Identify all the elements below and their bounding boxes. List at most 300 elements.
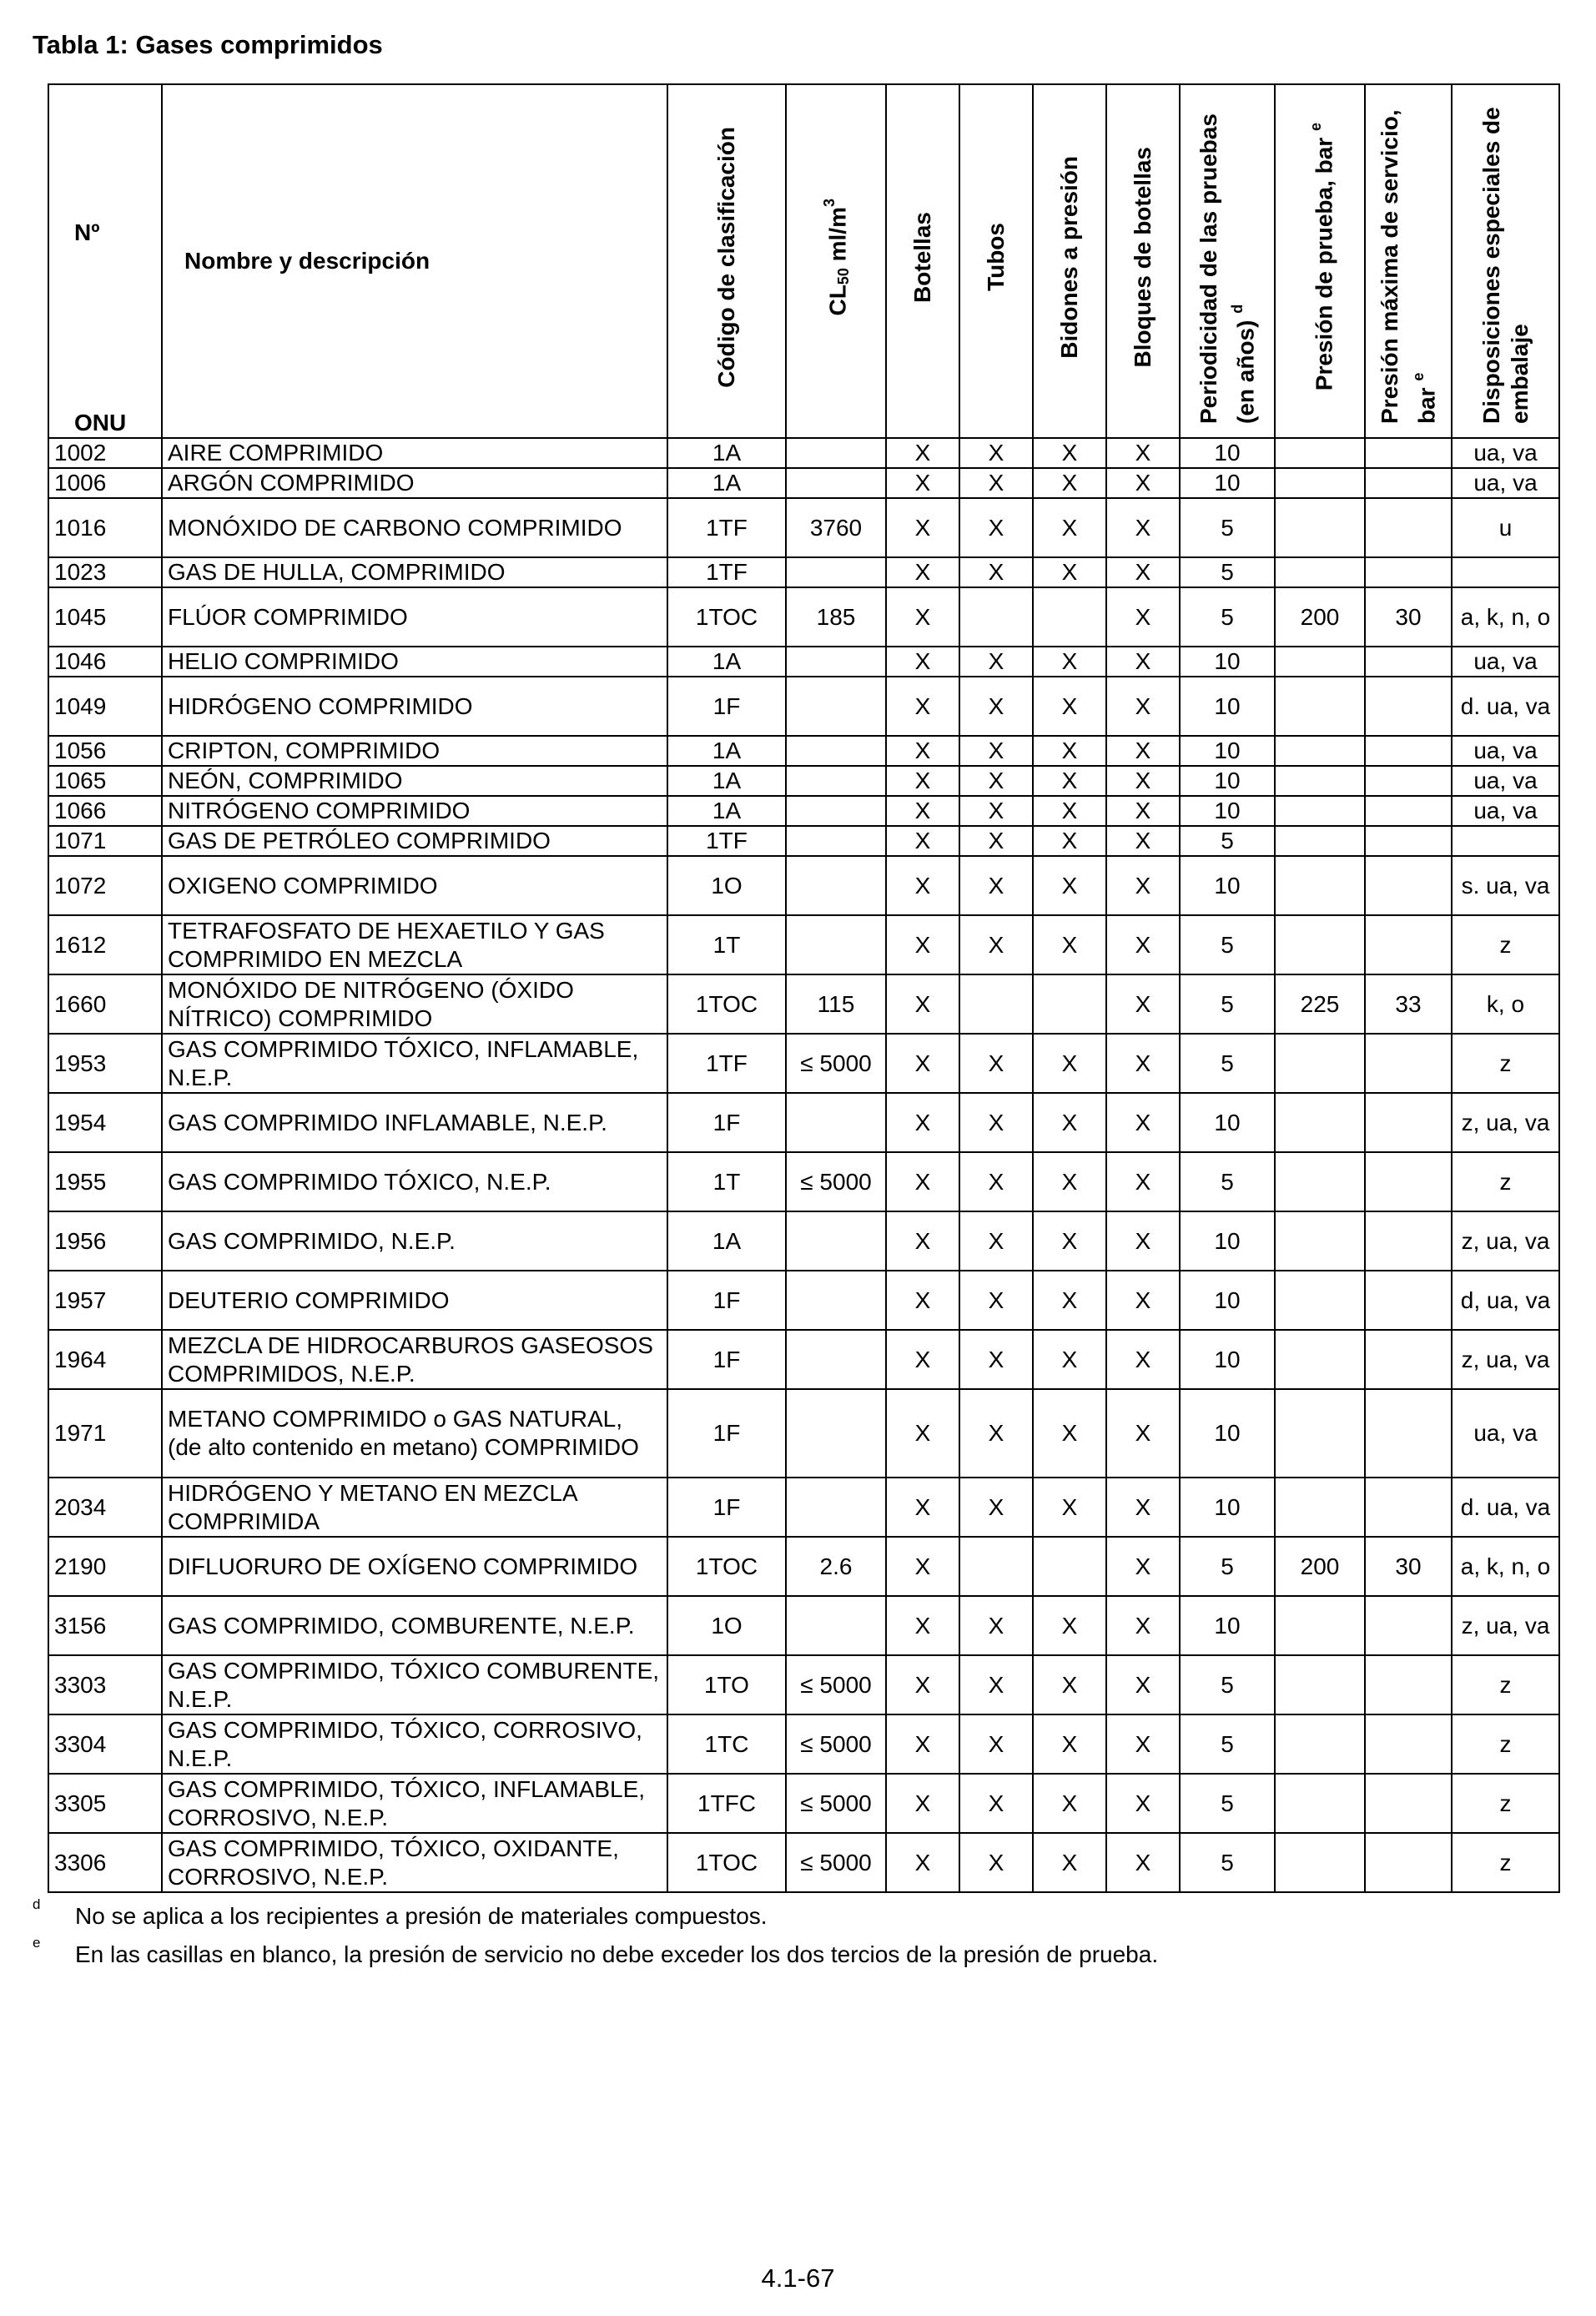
table-row <box>48 1389 1559 1478</box>
cell-botellas: X <box>886 1330 959 1389</box>
cell-code: 1F <box>667 1271 786 1330</box>
cell-presion-prueba <box>1275 1271 1365 1330</box>
cell-onu: 1957 <box>48 1271 162 1330</box>
cell-botellas: X <box>886 1655 959 1714</box>
cell-periodicidad: 5 <box>1180 1655 1275 1714</box>
cell-botellas: X <box>886 1833 959 1892</box>
cell-onu: 1056 <box>48 736 162 766</box>
cell-name: OXIGENO COMPRIMIDO <box>162 856 667 915</box>
cell-onu: 1016 <box>48 498 162 557</box>
cell-bidones: X <box>1033 1389 1106 1478</box>
header-onu: Nº ONU <box>48 84 162 438</box>
cell-onu: 1023 <box>48 557 162 587</box>
table-row <box>48 1152 1559 1211</box>
cell-tubos: X <box>959 1211 1033 1271</box>
cell-presion-prueba <box>1275 1478 1365 1537</box>
cell-presion-max <box>1365 1093 1452 1152</box>
cell-cl50 <box>786 677 886 736</box>
cell-tubos: X <box>959 1596 1033 1655</box>
cell-onu: 1049 <box>48 677 162 736</box>
cell-name: MONÓXIDO DE NITRÓGENO (ÓXIDO NÍTRICO) COMPRIMIDO <box>162 974 667 1034</box>
cell-periodicidad: 10 <box>1180 1211 1275 1271</box>
cell-bloques: X <box>1106 915 1180 974</box>
cell-onu: 1066 <box>48 796 162 826</box>
cell-tubos: X <box>959 677 1033 736</box>
cell-name: CRIPTON, COMPRIMIDO <box>162 736 667 766</box>
cell-onu: 1660 <box>48 974 162 1034</box>
cell-code: 1A <box>667 468 786 498</box>
cell-bloques: X <box>1106 974 1180 1034</box>
cell-botellas: X <box>886 974 959 1034</box>
cell-bloques: X <box>1106 587 1180 647</box>
cell-tubos: X <box>959 647 1033 677</box>
cell-cl50 <box>786 1271 886 1330</box>
cell-disposiciones: s. ua, va <box>1452 856 1559 915</box>
cell-periodicidad: 10 <box>1180 647 1275 677</box>
table-row <box>48 766 1559 796</box>
cell-cl50 <box>786 1389 886 1478</box>
table-row <box>48 438 1559 468</box>
cell-presion-max <box>1365 498 1452 557</box>
header-botellas: Botellas <box>886 84 959 438</box>
cell-bidones: X <box>1033 856 1106 915</box>
cell-bloques: X <box>1106 1152 1180 1211</box>
cell-disposiciones: a, k, n, o <box>1452 587 1559 647</box>
cell-periodicidad: 10 <box>1180 766 1275 796</box>
cell-cl50 <box>786 856 886 915</box>
cell-bidones <box>1033 974 1106 1034</box>
table-row <box>48 677 1559 736</box>
cell-periodicidad: 5 <box>1180 1034 1275 1093</box>
cell-bidones: X <box>1033 647 1106 677</box>
cell-disposiciones: k, o <box>1452 974 1559 1034</box>
cell-cl50 <box>786 438 886 468</box>
table-row <box>48 1478 1559 1537</box>
cell-bloques: X <box>1106 1596 1180 1655</box>
cell-bloques: X <box>1106 1211 1180 1271</box>
cell-code: 1TOC <box>667 1833 786 1892</box>
cell-tubos: X <box>959 1774 1033 1833</box>
cell-presion-max <box>1365 677 1452 736</box>
cell-onu: 2034 <box>48 1478 162 1537</box>
cell-periodicidad: 5 <box>1180 915 1275 974</box>
cell-presion-prueba <box>1275 826 1365 856</box>
cell-bidones <box>1033 587 1106 647</box>
cell-periodicidad: 10 <box>1180 1093 1275 1152</box>
table-body <box>48 438 1559 1892</box>
cell-botellas: X <box>886 498 959 557</box>
cell-presion-prueba <box>1275 468 1365 498</box>
table-header-row <box>48 84 1559 438</box>
cell-cl50 <box>786 1478 886 1537</box>
cell-disposiciones: a, k, n, o <box>1452 1537 1559 1596</box>
cell-presion-prueba <box>1275 1152 1365 1211</box>
cell-bidones: X <box>1033 677 1106 736</box>
cell-periodicidad: 10 <box>1180 796 1275 826</box>
table-row <box>48 736 1559 766</box>
cell-botellas: X <box>886 1389 959 1478</box>
cell-bloques: X <box>1106 1034 1180 1093</box>
cell-bidones: X <box>1033 796 1106 826</box>
cell-tubos: X <box>959 1034 1033 1093</box>
cell-tubos: X <box>959 557 1033 587</box>
cell-cl50 <box>786 796 886 826</box>
cell-presion-prueba <box>1275 677 1365 736</box>
cell-bloques: X <box>1106 1655 1180 1714</box>
cell-bloques: X <box>1106 1714 1180 1774</box>
cell-presion-max <box>1365 1833 1452 1892</box>
cell-presion-prueba <box>1275 736 1365 766</box>
cell-name: ARGÓN COMPRIMIDO <box>162 468 667 498</box>
cell-presion-max <box>1365 468 1452 498</box>
cell-botellas: X <box>886 1478 959 1537</box>
cell-cl50: 2.6 <box>786 1537 886 1596</box>
cell-name: DIFLUORURO DE OXÍGENO COMPRIMIDO <box>162 1537 667 1596</box>
cell-periodicidad: 5 <box>1180 1774 1275 1833</box>
cell-code: 1F <box>667 1389 786 1478</box>
cell-presion-max <box>1365 1714 1452 1774</box>
cell-onu: 1046 <box>48 647 162 677</box>
cell-presion-prueba: 200 <box>1275 1537 1365 1596</box>
cell-botellas: X <box>886 1537 959 1596</box>
cell-bloques: X <box>1106 796 1180 826</box>
cell-periodicidad: 10 <box>1180 1478 1275 1537</box>
cell-presion-max: 33 <box>1365 974 1452 1034</box>
cell-periodicidad: 5 <box>1180 498 1275 557</box>
cell-disposiciones: z <box>1452 1655 1559 1714</box>
cell-bloques: X <box>1106 498 1180 557</box>
cell-presion-prueba <box>1275 1774 1365 1833</box>
cell-name: HELIO COMPRIMIDO <box>162 647 667 677</box>
cell-code: 1TOC <box>667 1537 786 1596</box>
cell-periodicidad: 5 <box>1180 587 1275 647</box>
cell-bloques: X <box>1106 766 1180 796</box>
cell-bidones: X <box>1033 915 1106 974</box>
table-row <box>48 1271 1559 1330</box>
cell-disposiciones: d. ua, va <box>1452 677 1559 736</box>
cell-code: 1TF <box>667 1034 786 1093</box>
cell-bidones: X <box>1033 766 1106 796</box>
cell-disposiciones: z, ua, va <box>1452 1330 1559 1389</box>
cell-name: GAS COMPRIMIDO, TÓXICO, CORROSIVO, N.E.P. <box>162 1714 667 1774</box>
cell-botellas: X <box>886 587 959 647</box>
cell-onu: 1045 <box>48 587 162 647</box>
cell-code: 1TC <box>667 1714 786 1774</box>
cell-code: 1TF <box>667 498 786 557</box>
cell-code: 1TOC <box>667 974 786 1034</box>
cell-name: MONÓXIDO DE CARBONO COMPRIMIDO <box>162 498 667 557</box>
cell-botellas: X <box>886 826 959 856</box>
cell-cl50: 115 <box>786 974 886 1034</box>
table-row <box>48 468 1559 498</box>
cell-bidones: X <box>1033 1093 1106 1152</box>
cell-tubos: X <box>959 1152 1033 1211</box>
cell-periodicidad: 5 <box>1180 974 1275 1034</box>
header-disposiciones: Disposiciones especiales de embalaje <box>1452 84 1559 438</box>
cell-disposiciones: ua, va <box>1452 438 1559 468</box>
cell-name: GAS COMPRIMIDO, N.E.P. <box>162 1211 667 1271</box>
header-cl50: $CL_{50}$ $ml/m^3$ <box>786 84 886 438</box>
cell-onu: 1071 <box>48 826 162 856</box>
cell-presion-max <box>1365 736 1452 766</box>
cell-botellas: X <box>886 557 959 587</box>
table-row <box>48 856 1559 915</box>
cell-botellas: X <box>886 438 959 468</box>
cell-bloques: X <box>1106 438 1180 468</box>
cell-cl50 <box>786 1330 886 1389</box>
cell-onu: 1956 <box>48 1211 162 1271</box>
cell-periodicidad: 5 <box>1180 1152 1275 1211</box>
cell-onu: 1953 <box>48 1034 162 1093</box>
cell-presion-max <box>1365 1774 1452 1833</box>
cell-botellas: X <box>886 736 959 766</box>
header-bidones: Bidones a presión <box>1033 84 1106 438</box>
cell-bloques: X <box>1106 468 1180 498</box>
cell-presion-max <box>1365 1330 1452 1389</box>
cell-code: 1TF <box>667 557 786 587</box>
cell-bidones: X <box>1033 1655 1106 1714</box>
cell-name: GAS COMPRIMIDO, TÓXICO, INFLAMABLE, CORROSIVO, N.E.P. <box>162 1774 667 1833</box>
cell-tubos: X <box>959 796 1033 826</box>
cell-presion-max <box>1365 1034 1452 1093</box>
cell-cl50: ≤ 5000 <box>786 1655 886 1714</box>
cell-disposiciones: z, ua, va <box>1452 1596 1559 1655</box>
cell-bloques: X <box>1106 856 1180 915</box>
cell-bidones <box>1033 1537 1106 1596</box>
cell-name: NITRÓGENO COMPRIMIDO <box>162 796 667 826</box>
cell-onu: 1964 <box>48 1330 162 1389</box>
cell-name: MEZCLA DE HIDROCARBUROS GASEOSOS COMPRIMIDOS, N.E.P. <box>162 1330 667 1389</box>
cell-disposiciones: z, ua, va <box>1452 1211 1559 1271</box>
table-row <box>48 557 1559 587</box>
cell-periodicidad: 10 <box>1180 1596 1275 1655</box>
cell-name: TETRAFOSFATO DE HEXAETILO Y GAS COMPRIMIDO EN MEZCLA <box>162 915 667 974</box>
table-row <box>48 647 1559 677</box>
cell-cl50 <box>786 766 886 796</box>
cell-tubos <box>959 587 1033 647</box>
cell-bidones: X <box>1033 736 1106 766</box>
cell-disposiciones: z <box>1452 915 1559 974</box>
cell-tubos: X <box>959 856 1033 915</box>
cell-presion-prueba <box>1275 766 1365 796</box>
cell-tubos: X <box>959 1478 1033 1537</box>
table-row <box>48 1714 1559 1774</box>
cell-presion-max <box>1365 915 1452 974</box>
cell-disposiciones: z, ua, va <box>1452 1093 1559 1152</box>
cell-bloques: X <box>1106 736 1180 766</box>
header-tubos: Tubos <box>959 84 1033 438</box>
cell-presion-max <box>1365 647 1452 677</box>
cell-cl50 <box>786 557 886 587</box>
cell-cl50 <box>786 736 886 766</box>
cell-botellas: X <box>886 1152 959 1211</box>
cell-code: 1A <box>667 1211 786 1271</box>
cell-bidones: X <box>1033 1152 1106 1211</box>
cell-tubos: X <box>959 1330 1033 1389</box>
cell-cl50 <box>786 826 886 856</box>
cell-cl50 <box>786 468 886 498</box>
cell-presion-prueba <box>1275 1093 1365 1152</box>
cell-code: 1T <box>667 915 786 974</box>
cell-bidones: X <box>1033 1833 1106 1892</box>
cell-presion-max: 30 <box>1365 1537 1452 1596</box>
cell-tubos <box>959 1537 1033 1596</box>
cell-code: 1A <box>667 766 786 796</box>
cell-code: 1A <box>667 438 786 468</box>
cell-periodicidad: 5 <box>1180 826 1275 856</box>
cell-cl50 <box>786 915 886 974</box>
cell-botellas: X <box>886 647 959 677</box>
cell-presion-prueba <box>1275 1833 1365 1892</box>
table-row <box>48 826 1559 856</box>
cell-cl50 <box>786 1211 886 1271</box>
cell-periodicidad: 5 <box>1180 1714 1275 1774</box>
cell-presion-prueba <box>1275 1714 1365 1774</box>
cell-onu: 1006 <box>48 468 162 498</box>
cell-presion-prueba <box>1275 498 1365 557</box>
cell-code: 1F <box>667 1478 786 1537</box>
cell-bloques: X <box>1106 677 1180 736</box>
cell-bidones: X <box>1033 1330 1106 1389</box>
cell-botellas: X <box>886 677 959 736</box>
cell-name: DEUTERIO COMPRIMIDO <box>162 1271 667 1330</box>
header-name: Nombre y descripción <box>162 84 667 438</box>
cell-presion-max <box>1365 438 1452 468</box>
cell-bloques: X <box>1106 826 1180 856</box>
cell-presion-prueba <box>1275 1655 1365 1714</box>
cell-botellas: X <box>886 766 959 796</box>
cell-presion-prueba <box>1275 856 1365 915</box>
cell-botellas: X <box>886 1596 959 1655</box>
cell-onu: 3304 <box>48 1714 162 1774</box>
cell-presion-prueba <box>1275 1330 1365 1389</box>
cell-botellas: X <box>886 1211 959 1271</box>
cell-code: 1TOC <box>667 587 786 647</box>
cell-onu: 3305 <box>48 1774 162 1833</box>
cell-name: AIRE COMPRIMIDO <box>162 438 667 468</box>
cell-cl50 <box>786 647 886 677</box>
cell-code: 1F <box>667 1093 786 1152</box>
cell-bloques: X <box>1106 1330 1180 1389</box>
cell-presion-prueba: 200 <box>1275 587 1365 647</box>
cell-bidones: X <box>1033 1596 1106 1655</box>
cell-presion-max <box>1365 766 1452 796</box>
cell-periodicidad: 10 <box>1180 1330 1275 1389</box>
table-row <box>48 1655 1559 1714</box>
cell-botellas: X <box>886 1093 959 1152</box>
cell-code: 1A <box>667 736 786 766</box>
cell-code: 1TO <box>667 1655 786 1714</box>
cell-disposiciones: z <box>1452 1152 1559 1211</box>
cell-onu: 3303 <box>48 1655 162 1714</box>
cell-bloques: X <box>1106 647 1180 677</box>
cell-bidones: X <box>1033 498 1106 557</box>
table-row <box>48 1034 1559 1093</box>
cell-code: 1TF <box>667 826 786 856</box>
cell-bloques: X <box>1106 1389 1180 1478</box>
header-bloques: Bloques de botellas <box>1106 84 1180 438</box>
cell-disposiciones: z <box>1452 1774 1559 1833</box>
cell-onu: 1072 <box>48 856 162 915</box>
cell-botellas: X <box>886 856 959 915</box>
cell-bidones: X <box>1033 1478 1106 1537</box>
cell-onu: 1954 <box>48 1093 162 1152</box>
cell-name: GAS DE PETRÓLEO COMPRIMIDO <box>162 826 667 856</box>
cell-name: FLÚOR COMPRIMIDO <box>162 587 667 647</box>
cell-presion-prueba <box>1275 915 1365 974</box>
cell-bidones: X <box>1033 826 1106 856</box>
cell-periodicidad: 5 <box>1180 557 1275 587</box>
cell-bidones: X <box>1033 1271 1106 1330</box>
cell-presion-prueba <box>1275 1596 1365 1655</box>
cell-disposiciones: d, ua, va <box>1452 1271 1559 1330</box>
cell-presion-max <box>1365 1655 1452 1714</box>
cell-botellas: X <box>886 1774 959 1833</box>
cell-bloques: X <box>1106 1478 1180 1537</box>
cell-name: METANO COMPRIMIDO o GAS NATURAL, (de alto contenido en metano) COMPRIMIDO <box>162 1389 667 1478</box>
header-presion-prueba: Presión de prueba, bar $^e$ <box>1275 84 1365 438</box>
cell-code: 1TFC <box>667 1774 786 1833</box>
cell-tubos: X <box>959 915 1033 974</box>
cell-bloques: X <box>1106 1271 1180 1330</box>
gases-table <box>48 83 1560 1893</box>
cell-presion-max <box>1365 1271 1452 1330</box>
header-code: Código de clasificación <box>667 84 786 438</box>
cell-name: GAS COMPRIMIDO, TÓXICO, OXIDANTE, CORROSIVO, N.E.P. <box>162 1833 667 1892</box>
cell-presion-max <box>1365 796 1452 826</box>
cell-cl50: 185 <box>786 587 886 647</box>
cell-tubos: X <box>959 1093 1033 1152</box>
cell-disposiciones: z <box>1452 1833 1559 1892</box>
cell-tubos: X <box>959 766 1033 796</box>
cell-tubos: X <box>959 468 1033 498</box>
cell-presion-max <box>1365 1596 1452 1655</box>
cell-code: 1F <box>667 677 786 736</box>
cell-disposiciones: ua, va <box>1452 766 1559 796</box>
cell-onu: 2190 <box>48 1537 162 1596</box>
cell-disposiciones: ua, va <box>1452 647 1559 677</box>
cell-tubos: X <box>959 1389 1033 1478</box>
cell-botellas: X <box>886 915 959 974</box>
cell-disposiciones <box>1452 826 1559 856</box>
cell-presion-prueba <box>1275 1389 1365 1478</box>
cell-bidones: X <box>1033 557 1106 587</box>
cell-bidones: X <box>1033 1714 1106 1774</box>
table-row <box>48 498 1559 557</box>
cell-disposiciones: ua, va <box>1452 736 1559 766</box>
cell-name: HIDRÓGENO Y METANO EN MEZCLA COMPRIMIDA <box>162 1478 667 1537</box>
cell-presion-prueba <box>1275 796 1365 826</box>
cell-disposiciones: d. ua, va <box>1452 1478 1559 1537</box>
cell-code: 1T <box>667 1152 786 1211</box>
cell-onu: 1612 <box>48 915 162 974</box>
page-title: Tabla 1: Gases comprimidos <box>33 30 383 59</box>
cell-periodicidad: 10 <box>1180 856 1275 915</box>
cell-tubos: X <box>959 1833 1033 1892</box>
cell-code: 1A <box>667 796 786 826</box>
cell-presion-max <box>1365 1211 1452 1271</box>
cell-presion-prueba: 225 <box>1275 974 1365 1034</box>
cell-name: GAS COMPRIMIDO, COMBURENTE, N.E.P. <box>162 1596 667 1655</box>
cell-bidones: X <box>1033 1034 1106 1093</box>
cell-tubos: X <box>959 826 1033 856</box>
cell-onu: 1002 <box>48 438 162 468</box>
cell-periodicidad: 10 <box>1180 1389 1275 1478</box>
cell-bloques: X <box>1106 557 1180 587</box>
table-row <box>48 796 1559 826</box>
table-row <box>48 1330 1559 1389</box>
cell-tubos: X <box>959 1655 1033 1714</box>
